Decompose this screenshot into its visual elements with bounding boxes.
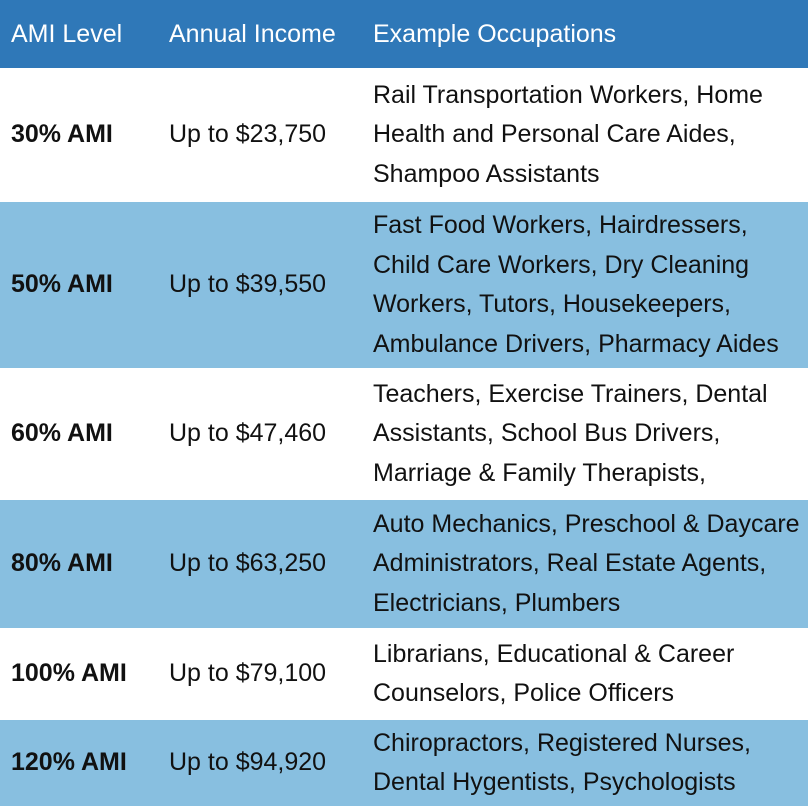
annual-income-cell: Up to $63,250 xyxy=(169,549,327,578)
annual-income-cell: Up to $39,550 xyxy=(169,270,327,299)
annual-income-cell: Up to $23,750 xyxy=(169,120,327,149)
occupations-cell: Auto Mechanics, Preschool & Daycare Administrators, Real Estate Agents, Electricians, Plumbers xyxy=(373,509,800,617)
table-row xyxy=(0,718,808,806)
occupations-cell: Fast Food Workers, Hairdressers, Child Care Workers, Dry Cleaning Workers, Tutors, Housekeepers, Ambulance Drivers, Pharmacy Aides xyxy=(373,211,779,358)
ami-level-cell: 100% AMI xyxy=(11,659,127,688)
table-row xyxy=(0,498,808,628)
ami-level-cell: 30% AMI xyxy=(11,120,113,149)
table-row xyxy=(0,628,808,718)
header-annual-income: Annual Income xyxy=(169,19,336,48)
table-row xyxy=(0,368,808,498)
occupations-cell: Rail Transportation Workers, Home Health and Personal Care Aides, Shampoo Assistants xyxy=(373,80,763,188)
annual-income-cell: Up to $47,460 xyxy=(169,419,327,448)
occupations-cell: Chiropractors, Registered Nurses, Dental Hygentists, Psychologists xyxy=(373,728,751,796)
annual-income-cell: Up to $79,100 xyxy=(169,659,327,688)
header-example-occupations: Example Occupations xyxy=(373,19,617,48)
occupations-cell: Teachers, Exercise Trainers, Dental Assistants, School Bus Drivers, Marriage & Family Therapists, xyxy=(373,379,768,487)
table-header xyxy=(0,0,808,68)
ami-level-cell: 120% AMI xyxy=(11,748,127,777)
header-ami-level: AMI Level xyxy=(11,19,123,48)
ami-level-cell: 80% AMI xyxy=(11,549,113,578)
ami-level-cell: 60% AMI xyxy=(11,419,113,448)
occupations-cell: Librarians, Educational & Career Counselors, Police Officers xyxy=(373,639,735,707)
annual-income-cell: Up to $94,920 xyxy=(169,748,327,777)
ami-level-cell: 50% AMI xyxy=(11,270,113,299)
table-row xyxy=(0,68,808,200)
table-row xyxy=(0,200,808,368)
